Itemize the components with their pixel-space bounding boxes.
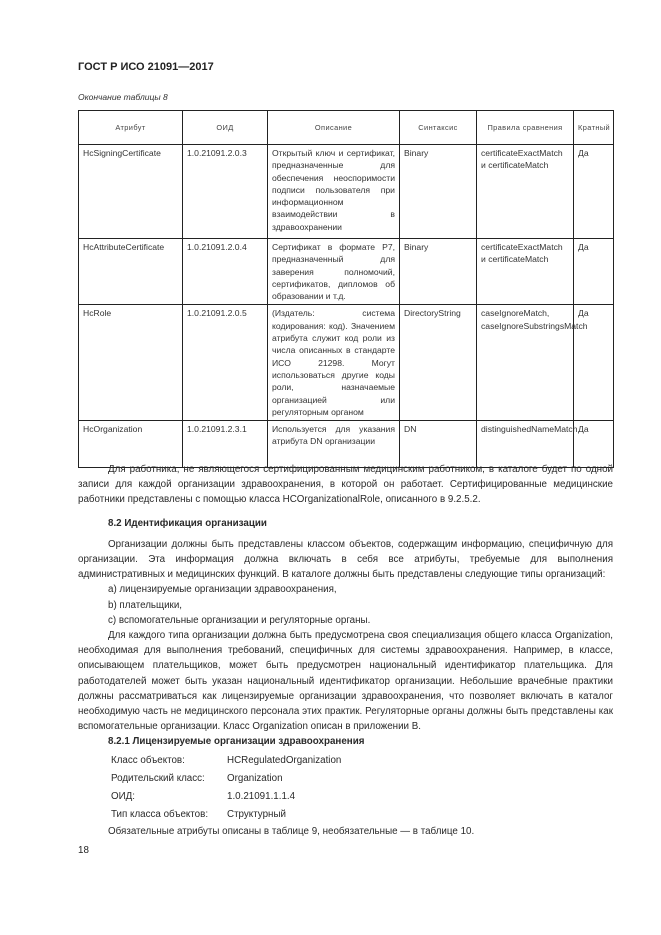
column-header: Описание [268,111,400,145]
class-info-key: Родительский класс: [111,772,205,784]
class-info-key: ОИД: [111,790,136,802]
table-cell: HcSigningCertificate [79,145,183,239]
table-caption: Окончание таблицы 8 [78,92,168,102]
table-cell: HcAttributeCertificate [79,239,183,305]
attributes-table [78,110,614,468]
table-row [79,145,614,239]
class-info-row [111,752,613,770]
paragraph: Для работника, не являющегося сертифицированным медицинским работником, в каталоге будет по одной записи для каждой организации здравоохранения, в которой он работает. Сертифицированные медицинские работники представлены с помощью класса HCOrganizationalRole, описанного в 9.2.5.2. [78,464,613,506]
table-cell: 1.0.21091.2.3.1 [183,421,268,468]
class-info-key: Класс объектов: [111,754,185,766]
table-cell: HcRole [79,305,183,421]
table-row [79,239,614,305]
column-header: Правила сравнения [477,111,574,145]
table-header-row [79,111,614,145]
table-cell: Да [574,145,614,239]
class-info-row [111,788,613,806]
column-header: Атрибут [79,111,183,145]
table-cell: caseIgnoreMatch, caseIgnoreSubstringsMatch [477,305,574,421]
paragraph: Организации должны быть представлены классом объектов, содержащим информацию, специфичную для организации. Эта информация должна включать в себя все атрибуты, требуемые для выполнения административных и медицинских функций. В каталоге должны быть представлены следующие типы организаций: [78,538,613,581]
subsection-heading: 8.2.1 Лицензируемые организации здравоохранения [108,736,365,748]
table-cell: Открытый ключ и сертификат, предназначенные для обеспечения неоспоримости подписи пользователя при информационном взаимодействии в здравоохранении [268,145,400,239]
class-info-row [111,806,613,824]
table-cell: distinguishedNameMatch [477,421,574,468]
paragraph: Для каждого типа организации должна быть предусмотрена своя специализация общего класса Organization, необходимая для выполнения требований, специфичных для системы здравоохранения. Например, в классе, описывающем плательщиков, может быть предусмотрен национальный идентификатор плательщика. Для работодателей может быть указан национальный идентификатор организации. Небольшие врачебные практики должны рассматриваться как лицензируемые организации здравоохранения, что позволяет включать в каталог необходимую часть не медицинского персонала этих практик. Регуляторные органы должны быть представлены как вспомогательные организации. Класс Organization описан в приложении В. [78,630,613,733]
table-cell: Binary [400,145,477,239]
class-info-key: Тип класса объектов: [111,808,209,820]
table-cell: DirectoryString [400,305,477,421]
table-cell: certificateExactMatch и certificateMatch [477,239,574,305]
table-row [79,421,614,468]
table-row [79,305,614,421]
class-info-value: Organization [227,772,283,784]
class-info-row [111,770,613,788]
table-cell: 1.0.21091.2.0.4 [183,239,268,305]
class-info-value: 1.0.21091.1.1.4 [227,790,296,802]
table-cell: Да [574,239,614,305]
document-header: ГОСТ Р ИСО 21091—2017 [78,61,214,73]
column-header: Синтаксис [400,111,477,145]
body-text [78,462,613,839]
table-cell: Binary [400,239,477,305]
table-cell: Да [574,305,614,421]
table-cell: (Издатель: система кодирования: код). Значением атрибута служит код роли из числа описанных в стандарте ИСО 21298. Могут использоваться другие коды роли, назначаемые организацией или регуляторным органом [268,305,400,421]
paragraph: Обязательные атрибуты описаны в таблице 9, необязательные — в таблице 10. [108,825,475,837]
table-cell: Да [574,421,614,468]
table-cell: 1.0.21091.2.0.3 [183,145,268,239]
column-header: ОИД [183,111,268,145]
table-cell: Сертификат в формате P7, предназначенный для заверения полномочий, сертификатов, дипломов об образовании и т.д. [268,239,400,305]
list-item: а) лицензируемые организации здравоохранения, [108,584,337,596]
list-item: b) плательщики, [108,599,183,611]
class-info-value: HCRegulatedOrganization [227,754,342,766]
column-header: Кратный [574,111,614,145]
section-heading: 8.2 Идентификация организации [108,517,267,529]
page-number: 18 [78,845,89,856]
class-info-value: Структурный [227,808,286,820]
table-cell: 1.0.21091.2.0.5 [183,305,268,421]
table-cell: DN [400,421,477,468]
table-cell: Используется для указания атрибута DN организации [268,421,400,468]
table-cell: HcOrganization [79,421,183,468]
table-cell: certificateExactMatch и certificateMatch [477,145,574,239]
list-item: с) вспомогательные организации и регуляторные органы. [108,614,371,626]
